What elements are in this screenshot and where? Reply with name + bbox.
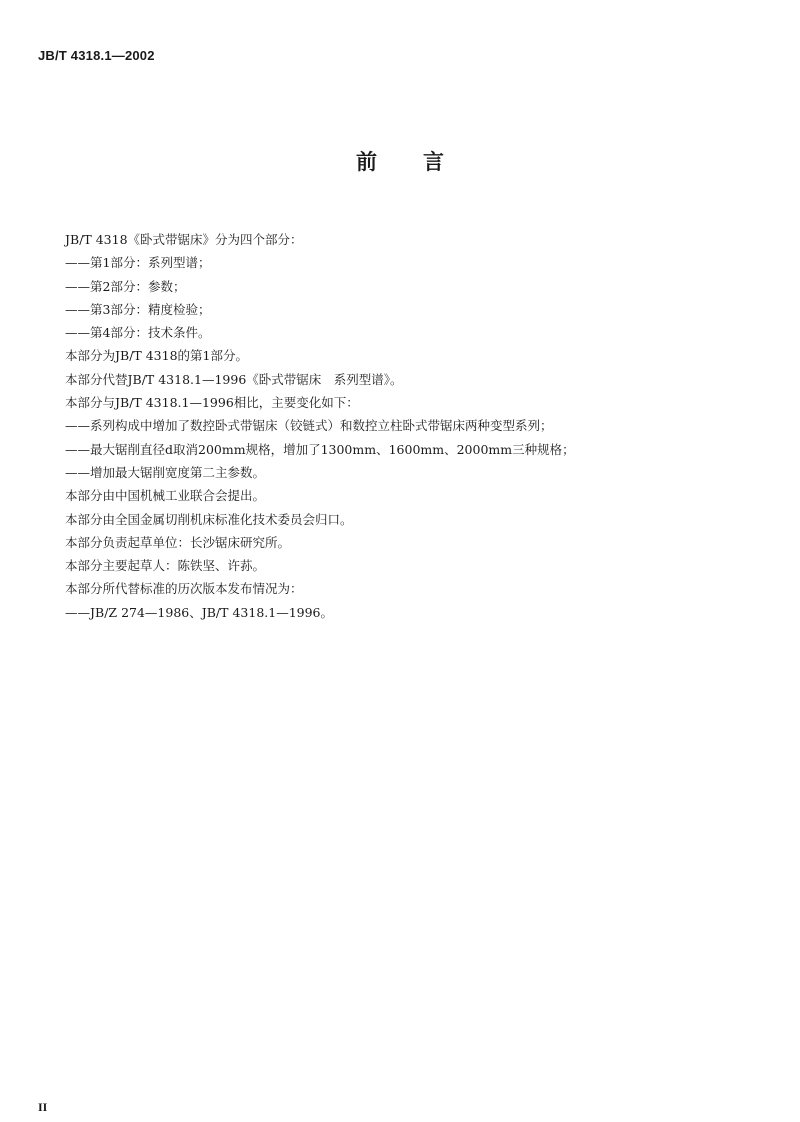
- body-line: 本部分代替JB/T 4318.1—1996《卧式带锯床 系列型谱》。: [65, 371, 403, 387]
- body-line: ——第3部分：精度检验；: [65, 301, 211, 317]
- page-title: [0, 146, 800, 176]
- body-line: 本部分与JB/T 4318.1—1996相比，主要变化如下：: [65, 395, 359, 411]
- body-line: 本部分由中国机械工业联合会提出。: [65, 488, 266, 504]
- body-line: 本部分负责起草单位：长沙锯床研究所。: [65, 534, 291, 550]
- body-line: ——JB/Z 274—1986、JB/T 4318.1—1996。: [65, 604, 334, 620]
- body-line: ——第4部分：技术条件。: [65, 325, 211, 341]
- page-number: II: [38, 1100, 48, 1114]
- body-line: 本部分为JB/T 4318的第1部分。: [65, 348, 248, 364]
- body-line: ——系列构成中增加了数控卧式带锯床（铰链式）和数控立柱卧式带锯床两种变型系列；: [65, 418, 553, 434]
- body-line: ——第1部分：系列型谱；: [65, 255, 211, 271]
- body-line: ——最大锯削直径d取消200mm规格，增加了1300mm、1600mm、2000mm三种规格；: [65, 441, 575, 457]
- body-line: JB/T 4318《卧式带锯床》分为四个部分：: [65, 232, 303, 247]
- title-char-1: 前: [356, 150, 377, 174]
- body-line: 本部分所代替标准的历次版本发布情况为：: [65, 581, 303, 597]
- foreword-body: [65, 228, 765, 624]
- body-line: ——第2部分：参数；: [65, 278, 186, 294]
- body-line: 本部分由全国金属切削机床标准化技术委员会归口。: [65, 511, 353, 527]
- body-line: ——增加最大锯削宽度第二主参数。: [65, 464, 266, 480]
- title-char-2: 言: [423, 150, 444, 174]
- document-code: JB/T 4318.1—2002: [38, 48, 155, 63]
- body-line: 本部分主要起草人：陈铁坚、许荪。: [65, 558, 266, 574]
